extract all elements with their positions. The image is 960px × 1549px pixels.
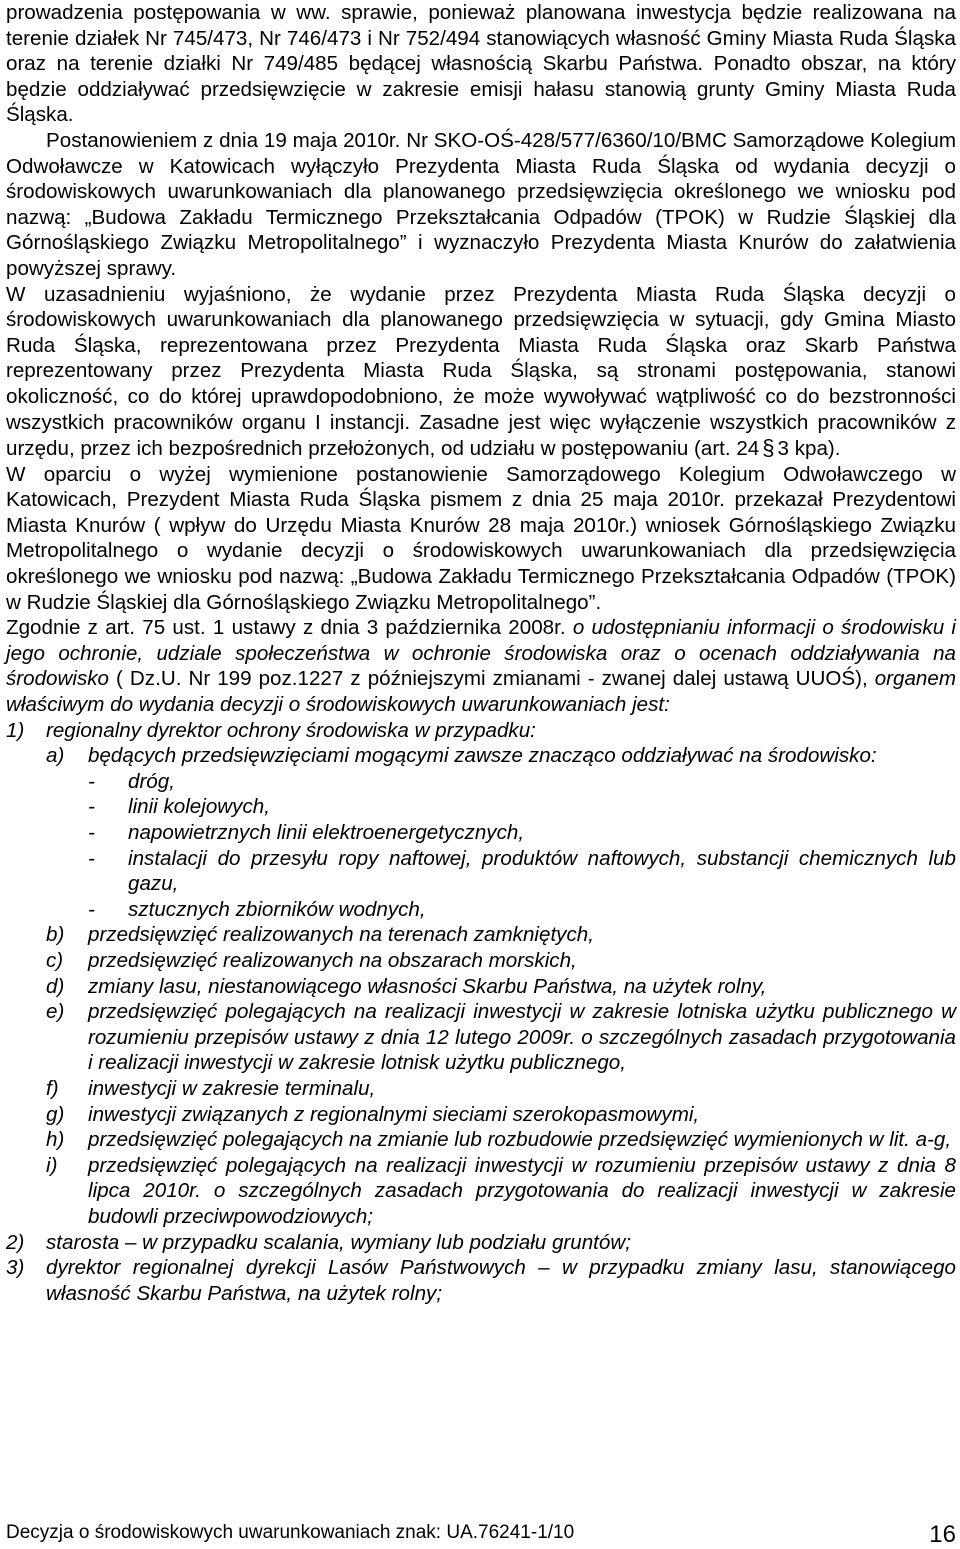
list-item (6, 1153, 956, 1230)
dash-marker: - (88, 769, 95, 793)
list-text: przedsięwzięć realizowanych na obszarach morskich, (88, 948, 577, 972)
list-marker: 1) (6, 718, 25, 742)
page-footer (6, 1520, 956, 1548)
list-marker: b) (46, 923, 65, 947)
dash-marker: - (88, 846, 95, 870)
list-text: zmiany lasu, niestanowiącego własności Skarbu Państwa, na użytek rolny, (88, 974, 767, 998)
list-item (6, 999, 956, 1076)
list-item (6, 1230, 956, 1256)
list-item (6, 1127, 956, 1153)
justification-text: W uzasadnieniu wyjaśniono, że wydanie przez Prezydenta Miasta Ruda Śląska decyzji o środowiskowych uwarunkowaniach dla planowanego przedsięwzięcia w sytuacji, gdy Gmina Miasto Ruda Śląska, reprezentowana przez Prezydenta Miasta Ruda Śląska oraz Skarb Państwa reprezentowany przez Prezydenta Miasta Ruda Śląska, są stronami postępowania, stanowi okoliczność, co do której uprawdopodobniono, że może wywoływać wątpliwość co do bezstronności wszystkich pracowników organu I instancji. Zasadne jest więc wyłączenie wszystkich pracowników z urzędu, przez ich bezpośrednich przełożonych, od udziału w postępowaniu (art. 24 (6, 282, 956, 461)
list-item (6, 1102, 956, 1128)
dash-marker: - (88, 821, 95, 844)
section-symbol: § (762, 435, 775, 461)
list-item (6, 897, 956, 923)
legal-tail: organem właściwym do wydania decyzji o środowiskowych uwarunkowaniach jest: (6, 667, 956, 717)
list-marker: e) (46, 1000, 65, 1024)
list-item (6, 974, 956, 1000)
body-text (6, 0, 956, 1306)
list-text: starosta – w przypadku scalania, wymiany lub podziału gruntów; (46, 1230, 631, 1254)
list-text: przedsięwzięć polegających na realizacji inwestycji w rozumieniu przepisów ustawy z dnia 8 lipca 2010r. o szczególnych zasadach przygotowania do realizacji inwestycji w zakresie budowli przeciwpowodziowych; (88, 1153, 956, 1228)
list-text: regionalny dyrektor ochrony środowiska w przypadku: (46, 718, 536, 742)
list-text: przedsięwzięć polegających na zmianie lub rozbudowie przedsięwzięć wymienionych w lit. a-g, (88, 1128, 952, 1152)
list-text: przedsięwzięć polegających na realizacji inwestycji w zakresie lotniska użytku publicznego w rozumieniu przepisów ustawy z dnia 12 lutego 2009r. o szczególnych zasadach przygotowania i realizacji inwestycji w zakresie lotnisk użytku publicznego, (88, 1000, 956, 1075)
list-marker: 3) (6, 1256, 25, 1280)
paragraph-legal-basis (6, 615, 956, 717)
list-marker: c) (46, 948, 64, 972)
paragraph-resolution: Postanowieniem z dnia 19 maja 2010r. Nr SKO-OŚ-428/577/6360/10/BMC Samorządowe Kolegium Odwoławcze w Katowicach wyłączyło Prezydenta Miasta Ruda Śląska od wydania decyzji o środowiskowych uwarunkowaniach dla planowanego przedsięwzięcia określonego we wniosku pod nazwą: „Budowa Zakładu Termicznego Przekształcania Odpadów (TPOK) w Rudzie Śląskiej dla Górnośląskiego Związku Metropolitalnego” i wyznaczyło Prezydenta Miasta Knurów do załatwienia powyższej sprawy. (6, 128, 956, 280)
list-marker: 2) (6, 1230, 25, 1254)
list-text: dyrektor regionalnej dyrekcji Lasów Państwowych – w przypadku zmiany lasu, stanowiącego własność Skarbu Państwa, na użytek rolny; (46, 1256, 956, 1305)
list-text: przedsięwzięć realizowanych na terenach zamkniętych, (88, 923, 594, 947)
list-text: będących przedsięwzięciami mogącymi zawsze znacząco oddziaływać na środowisko: (88, 744, 877, 768)
list-item (6, 846, 956, 897)
legal-lead: Zgodnie z art. 75 ust. 1 ustawy z dnia 3 października 2008r. (6, 616, 573, 640)
list-text: dróg, (128, 769, 175, 793)
list-item (6, 820, 956, 846)
list-item (6, 948, 956, 974)
list-text: instalacji do przesyłu ropy naftowej, produktów naftowych, substancji chemicznych lub gazu, (128, 846, 956, 896)
list-marker: a) (46, 744, 65, 768)
page-number: 16 (929, 1521, 956, 1548)
legal-reference: ( Dz.U. Nr 199 poz.1227 z późniejszymi zmianami - zwanej dalej ustawą UUOŚ), (109, 667, 875, 691)
list-item (6, 769, 956, 795)
act-title: o udostępnianiu informacji o środowisku i jego ochronie, udziale społeczeństwa w ochronie środowiska oraz o ocenach oddziaływania na środowisko (6, 616, 956, 691)
list-text: inwestycji w zakresie terminalu, (88, 1076, 376, 1100)
list-item (6, 794, 956, 820)
dash-marker: - (88, 897, 95, 921)
list-marker: d) (46, 974, 65, 998)
list-marker: g) (46, 1102, 65, 1126)
authority-list (6, 718, 956, 1307)
list-item (6, 922, 956, 948)
list-text: sztucznych zbiorników wodnych, (128, 897, 426, 921)
list-item (6, 718, 956, 744)
list-item (6, 743, 956, 769)
paragraph-parcels: prowadzenia postępowania w ww. sprawie, ponieważ planowana inwestycja będzie realizowana na terenie działek Nr 745/473, Nr 746/473 i Nr 752/494 stanowiących własność Gminy Miasta Ruda Śląska oraz na terenie działki Nr 749/485 będącej własnością Skarbu Państwa. Ponadto obszar, na który będzie oddziaływać przedsięwzięcie w zakresie emisji hałasu stanowią grunty Gminy Miasta Ruda Śląska. (6, 1, 956, 127)
list-text: napowietrznych linii elektroenergetycznych, (128, 821, 525, 844)
list-marker: i) (46, 1153, 58, 1177)
footer-title: Decyzja o środowiskowych uwarunkowaniach znak: UA.76241-1/10 (6, 1522, 575, 1543)
list-marker: f) (46, 1076, 59, 1100)
paragraph-transfer: W oparciu o wyżej wymienione postanowienie Samorządowego Kolegium Odwoławczego w Katowicach, Prezydent Miasta Ruda Śląska pismem z dnia 25 maja 2010r. przekazał Prezydentowi Miasta Knurów ( wpływ do Urzędu Miasta Knurów 28 maja 2010r.) wniosek Górnośląskiego Związku Metropolitalnego o wydanie decyzji o środowiskowych uwarunkowaniach dla przedsięwzięcia określonego we wniosku pod nazwą: „Budowa Zakładu Termicznego Przekształcania Odpadów (TPOK) w Rudzie Śląskiej dla Górnośląskiego Związku Metropolitalnego”. (6, 462, 956, 614)
list-marker: h) (46, 1128, 65, 1152)
list-text: inwestycji związanych z regionalnymi sieciami szerokopasmowymi, (88, 1102, 700, 1126)
list-text: linii kolejowych, (128, 795, 270, 819)
dash-marker: - (88, 795, 95, 819)
list-item (6, 1255, 956, 1306)
paragraph-justification (6, 282, 956, 462)
list-item (6, 1076, 956, 1102)
justification-tail: 3 kpa). (777, 437, 841, 461)
